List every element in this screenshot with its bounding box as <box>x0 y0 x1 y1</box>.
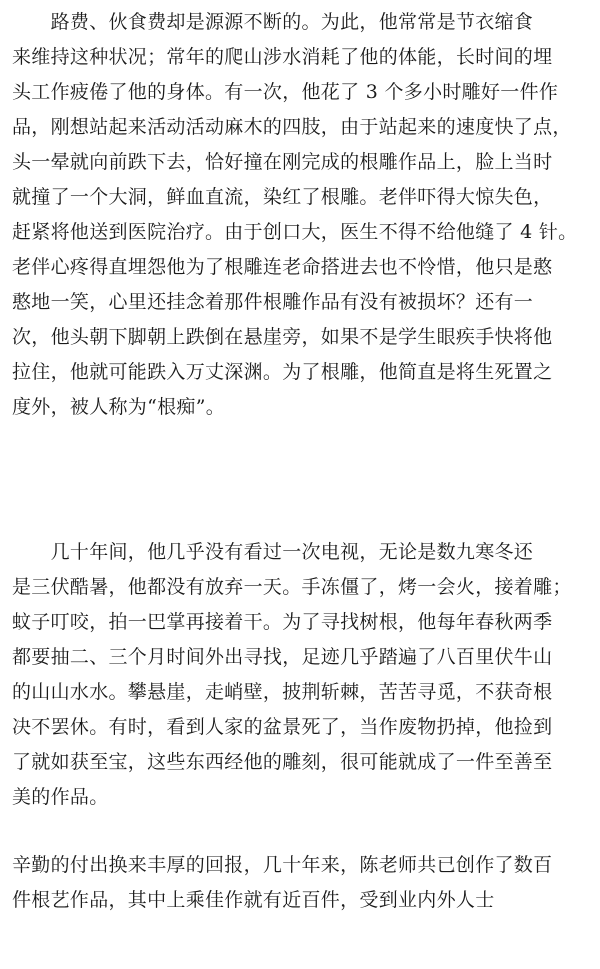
text-line: 次，他头朝下脚朝上跌倒在悬崖旁，如果不是学生眼疾手快将他 <box>12 326 553 348</box>
paragraph-2 <box>12 535 582 815</box>
text-line: 路费、伙食费却是源源不断的。为此，他常常是节衣缩食 <box>12 11 534 33</box>
text-line: 度外，被人称为“根痴”。 <box>12 396 226 418</box>
text-line: 老伴心疼得直埋怨他为了根雕连老命搭进去也不怜惜，他只是憨 <box>12 256 553 278</box>
text-line: 美的作品。 <box>12 786 109 808</box>
text-line: 决不罢休。有时，看到人家的盆景死了，当作废物扔掉，他捡到 <box>12 716 553 738</box>
text-line: 憨地一笑，心里还挂念着那件根雕作品有没有被损坏？还有一 <box>12 291 534 313</box>
text-line: 了就如获至宝，这些东西经他的雕刻，很可能就成了一件至善至 <box>12 751 553 773</box>
text-line: 蚊子叮咬，拍一巴掌再接着干。为了寻找树根，他每年春秋两季 <box>12 611 553 633</box>
text-line: 赶紧将他送到医院治疗。由于创口大，医生不得不给他缝了 4 针。 <box>12 221 578 243</box>
text-line: 来维持这种状况；常年的爬山涉水消耗了他的体能，长时间的埋 <box>12 46 553 68</box>
text-line: 几十年间，他几乎没有看过一次电视，无论是数九寒冬还 <box>12 541 534 563</box>
text-line: 的山山水水。攀悬崖，走峭壁，披荆斩棘，苦苦寻觅，不获奇根 <box>12 681 553 703</box>
paragraph-3 <box>12 848 582 918</box>
text-line: 头工作疲倦了他的身体。有一次，他花了 3 个多小时雕好一件作 <box>12 81 559 103</box>
text-line: 头一晕就向前跌下去，恰好撞在刚完成的根雕作品上，脸上当时 <box>12 151 553 173</box>
text-line: 品，刚想站起来活动活动麻木的四肢，由于站起来的速度快了点， <box>12 116 572 138</box>
text-line: 是三伏酷暑，他都没有放弃一天。手冻僵了，烤一会火，接着雕； <box>12 576 572 598</box>
text-line: 都要抽二、三个月时间外出寻找，足迹几乎踏遍了八百里伏牛山 <box>12 646 553 668</box>
text-line: 拉住，他就可能跌入万丈深渊。为了根雕，他简直是将生死置之 <box>12 361 553 383</box>
text-line: 件根艺作品，其中上乘佳作就有近百件，受到业内外人士 <box>12 889 495 911</box>
text-line: 就撞了一个大洞，鲜血直流，染红了根雕。老伴吓得大惊失色， <box>12 186 553 208</box>
text-line: 辛勤的付出换来丰厚的回报，几十年来，陈老师共已创作了数百 <box>12 854 553 876</box>
paragraph-1 <box>12 5 582 425</box>
